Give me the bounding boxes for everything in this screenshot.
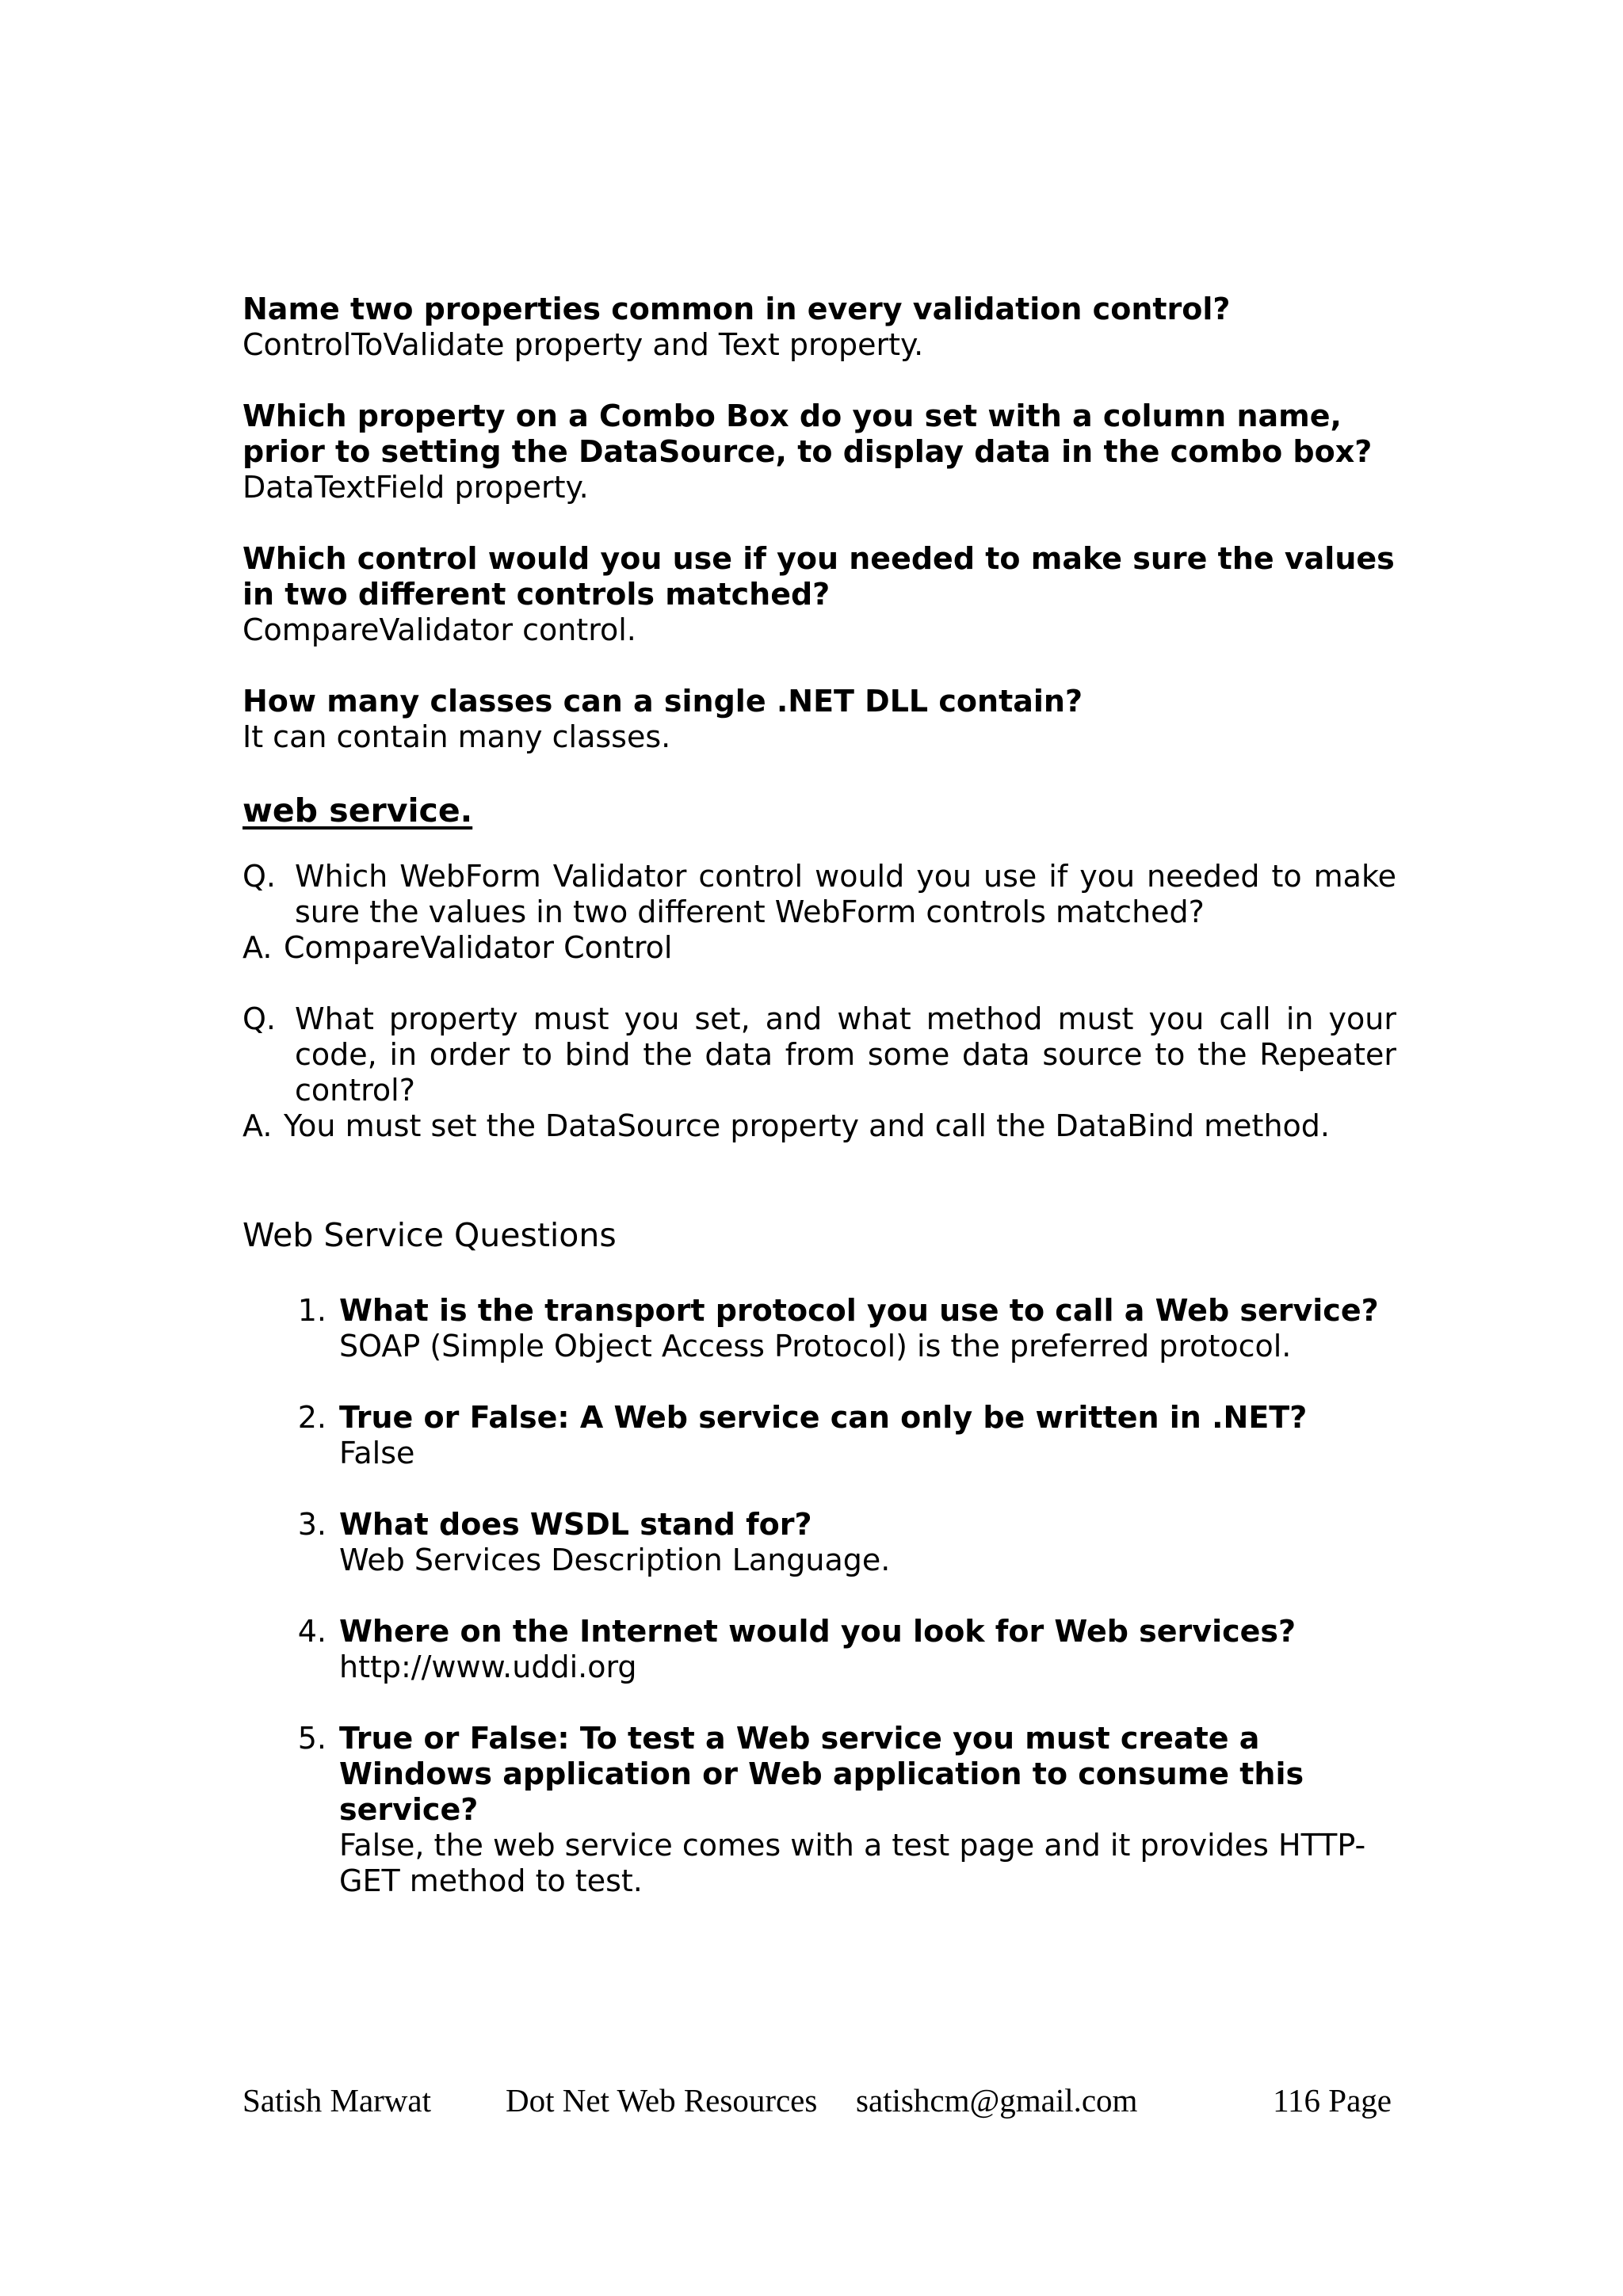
question-text: How many classes can a single .NET DLL contain? [242, 684, 1083, 719]
answer-text: DataTextField property. [242, 470, 589, 505]
answer-body: You must set the DataSource property and call the DataBind method. [284, 1108, 1330, 1143]
question-text: What is the transport protocol you use to call a Web service? [339, 1293, 1379, 1328]
question-body: Which WebForm Validator control would you use if you needed to make sure the values in two different WebForm controls matched? [295, 859, 1396, 929]
item-number: 3. [297, 1507, 327, 1542]
item-body [339, 1507, 1396, 1578]
footer-email: satishcm@gmail.com [856, 2082, 1138, 2119]
answer-text: CompareValidator control. [242, 612, 636, 647]
question-text: True or False: To test a Web service you must create a Windows application or Web application to consume this service? [339, 1721, 1304, 1827]
question-text: Where on the Internet would you look for Web services? [339, 1614, 1296, 1649]
section-heading: web service. [242, 791, 473, 830]
answer-text: SOAP (Simple Object Access Protocol) is the preferred protocol. [339, 1329, 1292, 1363]
item-number: 5. [297, 1721, 327, 1756]
qa-item-3 [242, 541, 1396, 648]
footer-author: Satish Marwat [242, 2082, 431, 2119]
question-text: Which control would you use if you needed to make sure the values in two different controls matched? [242, 541, 1395, 612]
item-body [339, 1400, 1396, 1471]
question-prefix: Q. [242, 1001, 276, 1036]
answer-prefix: A. [242, 1108, 273, 1143]
answer-line [242, 930, 1396, 966]
list-item [242, 1507, 1396, 1578]
answer-text: Web Services Description Language. [339, 1543, 891, 1577]
answer-text: ControlToValidate property and Text property. [242, 327, 924, 362]
item-body [339, 1721, 1396, 1899]
qa-item-1 [242, 292, 1396, 363]
list-item [242, 1400, 1396, 1471]
answer-text: False, the web service comes with a test page and it provides HTTP-GET method to test. [339, 1828, 1366, 1898]
question-text: Name two properties common in every validation control? [242, 292, 1231, 326]
answer-line [242, 1108, 1396, 1144]
question-line [242, 1001, 1396, 1108]
item-number: 1. [297, 1293, 327, 1328]
item-number: 4. [297, 1614, 327, 1649]
footer-title: Dot Net Web Resources [506, 2082, 818, 2119]
qa-pair-1 [242, 859, 1396, 966]
web-service-questions-title: Web Service Questions [242, 1216, 617, 1254]
answer-prefix: A. [242, 930, 273, 965]
item-number: 2. [297, 1400, 327, 1435]
question-text: True or False: A Web service can only be written in .NET? [339, 1400, 1308, 1435]
question-body: What property must you set, and what method must you call in your code, in order to bind the data from some data source to the Repeater control? [295, 1001, 1396, 1108]
page-content [242, 292, 1396, 1935]
list-item [242, 1293, 1396, 1364]
list-item [242, 1721, 1396, 1899]
item-body [339, 1614, 1396, 1685]
question-prefix: Q. [242, 859, 276, 894]
qa-pair-2 [242, 1001, 1396, 1144]
footer-page-number: 116 Page [1273, 2082, 1392, 2119]
answer-body: CompareValidator Control [284, 930, 673, 965]
question-text: Which property on a Combo Box do you set with a column name, prior to setting the DataSource, to display data in the combo box? [242, 399, 1373, 469]
answer-text: http://www.uddi.org [339, 1650, 637, 1684]
qa-item-2 [242, 399, 1396, 505]
web-service-question-list [242, 1293, 1396, 1899]
list-item [242, 1614, 1396, 1685]
question-line [242, 859, 1396, 930]
qa-item-4 [242, 684, 1396, 755]
answer-text: It can contain many classes. [242, 719, 671, 754]
item-body [339, 1293, 1396, 1364]
question-text: What does WSDL stand for? [339, 1507, 812, 1542]
answer-text: False [339, 1436, 415, 1470]
